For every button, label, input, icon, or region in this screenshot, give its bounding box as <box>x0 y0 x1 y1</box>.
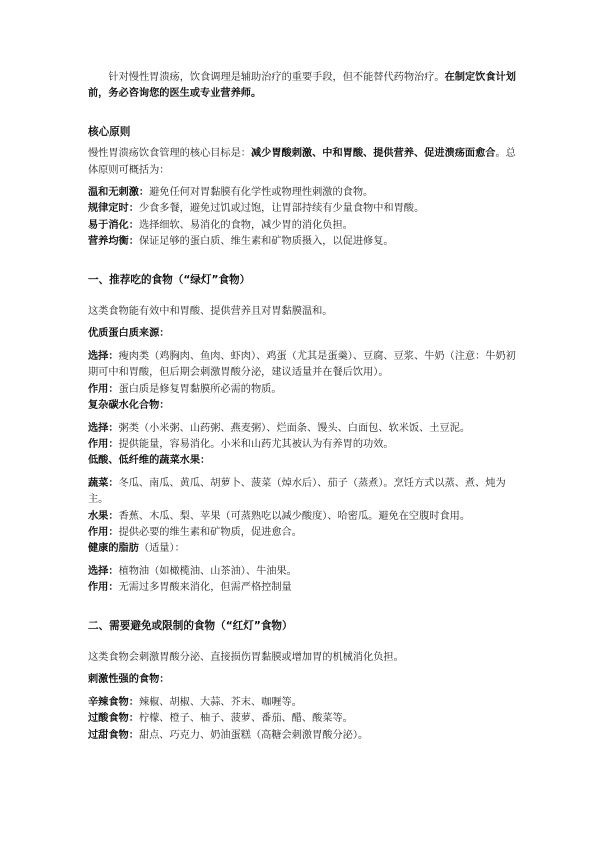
core-desc-prefix: 慢性胃溃疡饮食管理的核心目标是： <box>88 148 251 160</box>
fruit-choice <box>88 509 518 525</box>
intro-paragraph <box>88 70 518 103</box>
effect-label: 作用： <box>88 438 119 450</box>
protein-effect <box>88 382 518 398</box>
principle-label: 营养均衡： <box>88 236 139 248</box>
irritant-item <box>88 695 518 711</box>
irritant-text: 柠檬、橙子、柚子、菠萝、番茄、醋、酸菜等。 <box>138 713 353 725</box>
fruit-text: 香蕉、木瓜、梨、苹果（可蒸熟吃以减少酸度）、哈密瓜。避免在空腹时食用。 <box>118 510 471 522</box>
principle-text: 少食多餐，避免过饥或过饱，让胃部持续有少量食物中和胃酸。 <box>138 203 425 215</box>
effect-text: 提供能量，容易消化。小米和山药尤其被认为有养胃的功效。 <box>118 438 394 450</box>
fat-title-text: 健康的脂肪 <box>88 543 139 555</box>
choice-label: 选择： <box>88 350 119 362</box>
principle-item <box>88 218 518 234</box>
fat-effect <box>88 580 518 596</box>
principle-text: 选择细软、易消化的食物，减少胃的消化负担。 <box>138 219 353 231</box>
irritant-text: 甜点、巧克力、奶油蛋糕（高糖会刺激胃酸分泌）。 <box>138 729 369 741</box>
core-desc-goals: 减少胃酸刺激、中和胃酸、提供营养、促进溃疡面愈合 <box>251 148 496 160</box>
carbs-choice <box>88 421 518 437</box>
effect-text: 无需过多胃酸来消化，但需严格控制量 <box>118 582 292 594</box>
irritant-item <box>88 728 518 744</box>
fat-choice <box>88 564 518 580</box>
veg-choice <box>88 476 518 509</box>
veg-title: 低酸、低纤维的蔬菜水果： <box>88 455 211 467</box>
principle-item <box>88 201 518 217</box>
irritant-label: 过甜食物： <box>88 729 139 741</box>
choice-label: 选择： <box>88 422 119 434</box>
core-desc-suffix: 。总体原则可概括为： <box>88 148 516 176</box>
veg-effect <box>88 525 518 541</box>
veg-text: 冬瓜、南瓜、黄瓜、胡萝卜、菠菜（焯水后）、茄子（蒸煮）。烹饪方式以蒸、煮、炖为主。 <box>88 477 506 506</box>
core-heading: 核心原则 <box>88 125 131 138</box>
irritant-text: 辣椒、胡椒、大蒜、芥末、咖喱等。 <box>138 696 302 708</box>
document-body <box>88 70 518 744</box>
intro-warning: 在制定饮食计划前，务必咨询您的医生或专业营养师。 <box>88 72 516 100</box>
section1-description: 这类食物能有效中和胃酸、提供营养且对胃黏膜温和。 <box>88 306 333 318</box>
carbs-effect <box>88 437 518 453</box>
principle-label: 易于消化： <box>88 219 139 231</box>
choice-text: 粥类（小米粥、山药粥、燕麦粥）、烂面条、馒头、白面包、软米饭、土豆泥。 <box>118 422 471 434</box>
effect-label: 作用： <box>88 582 119 594</box>
section2-description: 这类食物会刺激胃酸分泌、直接损伤胃黏膜或增加胃的机械消化负担。 <box>88 651 404 663</box>
protein-title: 优质蛋白质来源： <box>88 328 170 340</box>
principle-item <box>88 234 518 250</box>
principle-item <box>88 185 518 201</box>
core-description <box>88 146 518 179</box>
fruit-label: 水果： <box>88 510 119 522</box>
principle-label: 规律定时： <box>88 203 139 215</box>
section1-heading: 一、推荐吃的食物（“绿灯”食物） <box>88 273 251 286</box>
principle-label: 温和无刺激： <box>88 187 150 199</box>
intro-text: 针对慢性胃溃疡，饮食调理是辅助治疗的重要手段，但不能替代药物治疗。 <box>108 72 445 83</box>
section2-heading: 二、需要避免或限制的食物（“红灯”食物） <box>88 619 293 632</box>
fat-title <box>88 541 518 557</box>
principle-text: 保证足够的蛋白质、维生素和矿物质摄入，以促进修复。 <box>138 236 394 248</box>
choice-text: 植物油（如橄榄油、山茶油）、牛油果。 <box>118 565 297 577</box>
choice-label: 选择： <box>88 565 119 577</box>
effect-text: 提供必要的维生素和矿物质，促进愈合。 <box>118 526 302 538</box>
irritant-label: 过酸食物： <box>88 713 139 725</box>
principle-text: 避免任何对胃黏膜有化学性或物理性刺激的食物。 <box>149 187 374 199</box>
irritant-item <box>88 711 518 727</box>
effect-text: 蛋白质是修复胃黏膜所必需的物质。 <box>118 383 282 395</box>
protein-choice <box>88 349 518 382</box>
fat-title-note: （适量）： <box>138 543 185 555</box>
effect-label: 作用： <box>88 383 119 395</box>
choice-text: 瘦肉类（鸡胸肉、鱼肉、虾肉）、鸡蛋（尤其是蛋羹）、豆腐、豆浆、牛奶（注意：牛奶初期可中和胃酸，但后期会刺激胃酸分泌，建议适量并在餐后饮用）。 <box>88 350 516 379</box>
carbs-title: 复杂碳水化合物： <box>88 400 170 412</box>
irritant-label: 辛辣食物： <box>88 696 139 708</box>
irritant-title: 刺激性强的食物： <box>88 674 170 686</box>
veg-label: 蔬菜： <box>88 477 119 489</box>
effect-label: 作用： <box>88 526 119 538</box>
